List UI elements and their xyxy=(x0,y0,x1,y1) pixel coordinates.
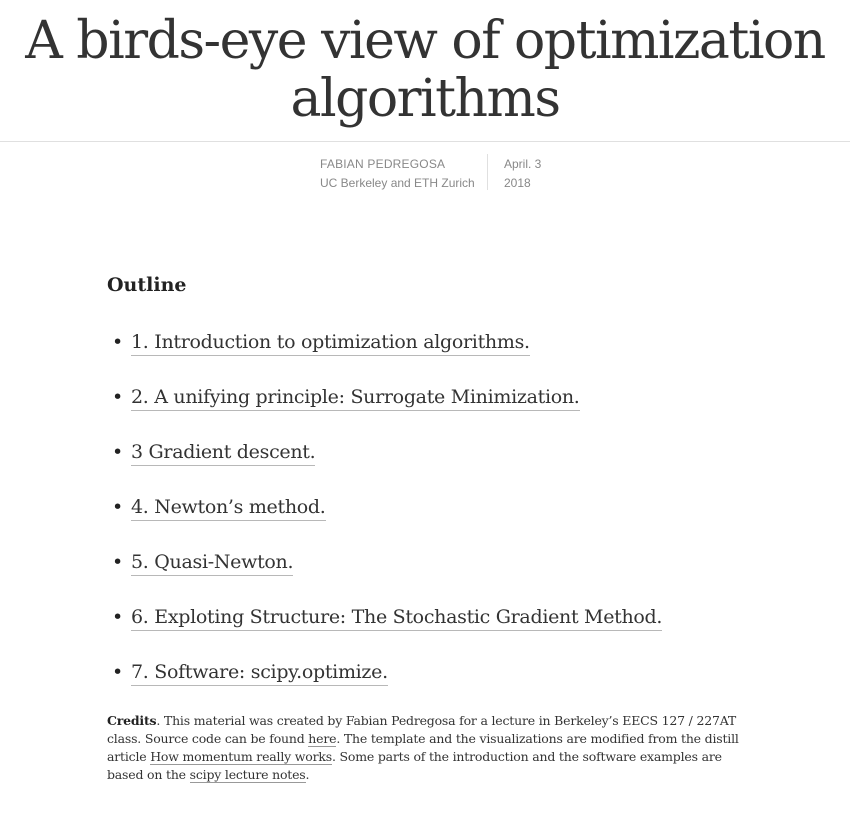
credits-text-2: . The template and the visualizations are modified from the distill article xyxy=(107,731,739,764)
bullet-icon: • xyxy=(112,661,124,683)
page-title-line-1: A birds-eye view of optimization xyxy=(25,11,825,71)
bullet-icon: • xyxy=(112,551,124,573)
outline-link-surrogate-minimization[interactable]: 2. A unifying principle: Surrogate Minimization. xyxy=(131,386,580,411)
scipy-lecture-notes-link[interactable]: scipy lecture notes xyxy=(189,767,306,782)
bullet-icon: • xyxy=(112,496,124,518)
credits-paragraph xyxy=(107,712,747,784)
momentum-article-link[interactable]: How momentum really works xyxy=(150,749,332,764)
credits-text-1: . This material was created by Fabian Pedregosa for a lecture in Berkeley’s EECS 127 / 227AT class. Source code can be found xyxy=(107,713,736,746)
byline xyxy=(0,142,850,202)
outline-link-gradient-descent[interactable]: 3 Gradient descent. xyxy=(131,441,315,466)
outline-link-newtons-method[interactable]: 4. Newton’s method. xyxy=(131,496,326,521)
outline-link-stochastic-gradient[interactable]: 6. Exploting Structure: The Stochastic Gradient Method. xyxy=(131,606,662,631)
page-title-line-2: algorithms xyxy=(290,69,560,129)
publish-date xyxy=(504,155,541,193)
outline-heading: Outline xyxy=(107,274,187,296)
byline-divider xyxy=(487,154,488,190)
credits-label: Credits xyxy=(107,713,157,728)
bullet-icon: • xyxy=(112,331,124,353)
bullet-icon: • xyxy=(112,441,124,463)
outline-item xyxy=(107,545,662,600)
outline-item xyxy=(107,490,662,545)
bullet-icon: • xyxy=(112,606,124,628)
author-affiliation: UC Berkeley and ETH Zurich xyxy=(320,176,475,190)
publish-date-day: April. 3 xyxy=(504,157,542,171)
outline-link-introduction[interactable]: 1. Introduction to optimization algorithms. xyxy=(131,331,530,356)
source-code-link[interactable]: here xyxy=(308,731,337,746)
outline-item xyxy=(107,325,662,380)
bullet-icon: • xyxy=(112,386,124,408)
outline-item xyxy=(107,435,662,490)
page-title xyxy=(0,0,850,142)
publish-date-year: 2018 xyxy=(504,176,531,190)
outline-link-quasi-newton[interactable]: 5. Quasi-Newton. xyxy=(131,551,293,576)
outline-item xyxy=(107,600,662,655)
outline-link-software[interactable]: 7. Software: scipy.optimize. xyxy=(131,661,388,686)
outline-list xyxy=(107,325,662,710)
author-block xyxy=(320,155,475,193)
credits-text-3: . Some parts of the introduction and the software examples are based on the xyxy=(107,749,722,782)
outline-item xyxy=(107,380,662,435)
credits-text-4: . xyxy=(305,767,310,782)
author-name: FABIAN PEDREGOSA xyxy=(320,157,446,171)
outline-item xyxy=(107,655,662,710)
